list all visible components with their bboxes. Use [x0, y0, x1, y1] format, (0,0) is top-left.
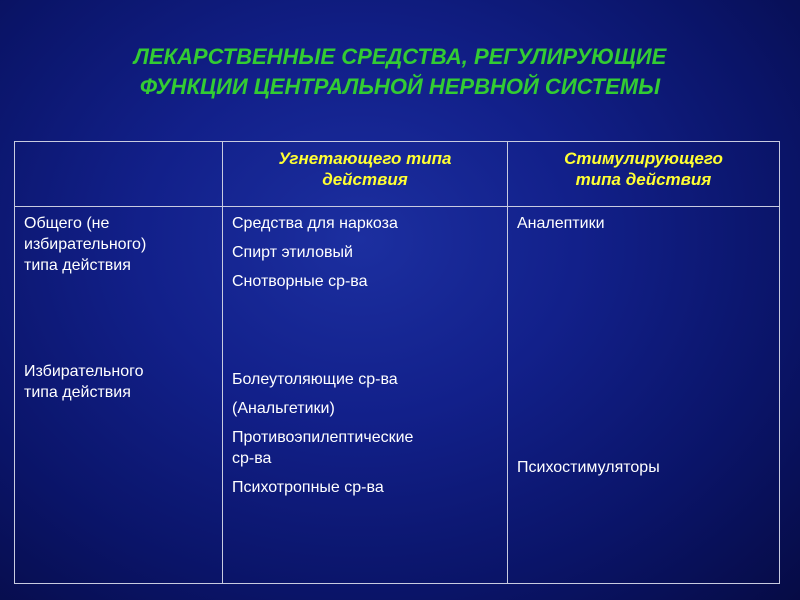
header-stimulant	[508, 142, 780, 207]
header-depressant-line-2: действия	[322, 170, 408, 189]
slide-title-line-1: ЛЕКАРСТВЕННЫЕ СРЕДСТВА, РЕГУЛИРУЮЩИЕ	[133, 44, 667, 69]
list-item: Средства для наркоза	[232, 215, 398, 232]
slide-title-line-2: ФУНКЦИИ ЦЕНТРАЛЬНОЙ НЕРВНОЙ СИСТЕМЫ	[139, 74, 661, 99]
list-item: Противоэпилептические	[232, 429, 414, 446]
header-stimulant-line-1: Стимулирующего	[564, 149, 723, 168]
list-item: (Анальгетики)	[232, 400, 335, 417]
general-action-label: Общего (не избирательного) типа действия	[24, 215, 147, 274]
list-item: Спирт этиловый	[232, 244, 353, 261]
list-item-continuation: ср-ва	[232, 450, 272, 467]
depressant-general-list	[232, 213, 503, 300]
list-item: Болеутоляющие ср-ва	[232, 371, 398, 388]
slide-title	[0, 42, 800, 102]
list-item: Снотворные ср-ва	[232, 273, 368, 290]
table-header-row	[15, 142, 780, 207]
header-depressant	[223, 142, 508, 207]
list-item: Психотропные ср-ва	[232, 479, 384, 496]
drug-classification-table	[14, 141, 780, 584]
header-depressant-line-1: Угнетающего типа	[278, 149, 452, 168]
depressant-drugs-cell	[223, 207, 508, 584]
header-stimulant-line-2: типа действия	[575, 170, 712, 189]
header-empty-cell	[15, 142, 223, 207]
depressant-selective-list	[232, 369, 503, 506]
stimulant-drugs-cell	[508, 207, 780, 584]
table-body-row	[15, 207, 780, 584]
stimulant-general-item: Аналептики	[517, 215, 605, 232]
action-type-cell	[15, 207, 223, 584]
selective-action-label: Избирательного типа действия	[24, 363, 144, 401]
stimulant-selective-item: Психостимуляторы	[517, 459, 660, 476]
